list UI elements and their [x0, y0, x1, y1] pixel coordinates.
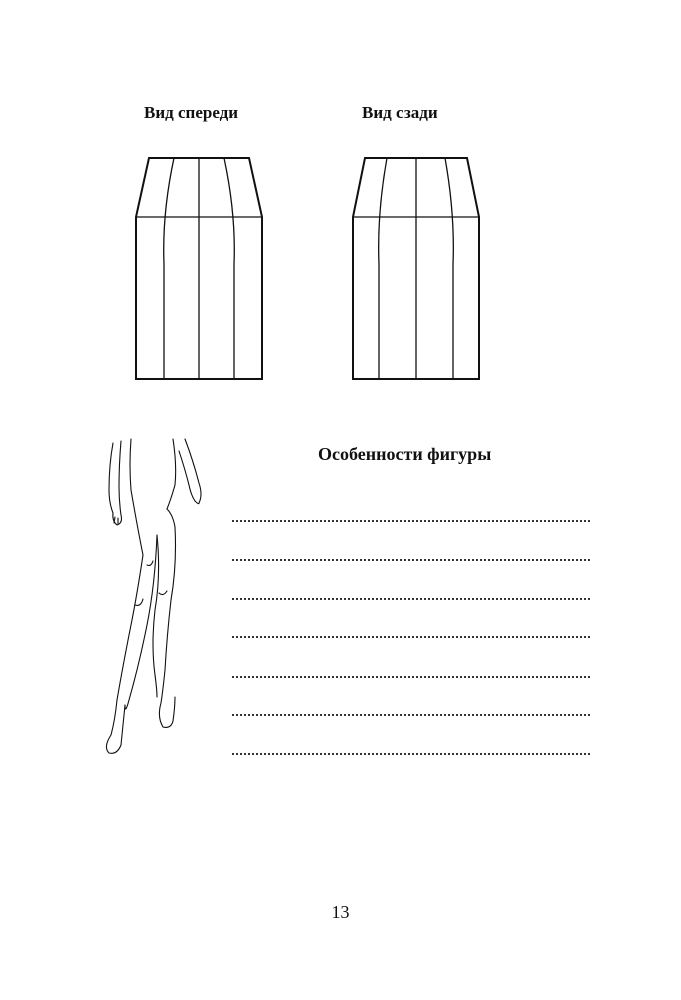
writing-line [232, 598, 590, 600]
skirt-back-view-sketch [349, 154, 483, 384]
figure-croquis-sketch [95, 435, 215, 765]
back-view-label: Вид сзади [362, 103, 438, 122]
page-number: 13 [331, 902, 350, 922]
writing-line [232, 520, 590, 522]
writing-line [232, 714, 590, 716]
skirt-front-view-sketch [132, 154, 266, 384]
writing-line [232, 676, 590, 678]
front-view-label: Вид спереди [144, 103, 239, 122]
writing-line [232, 559, 590, 561]
writing-line [232, 753, 590, 755]
figure-features-title: Особенности фигуры [318, 444, 492, 464]
writing-line [232, 636, 590, 638]
